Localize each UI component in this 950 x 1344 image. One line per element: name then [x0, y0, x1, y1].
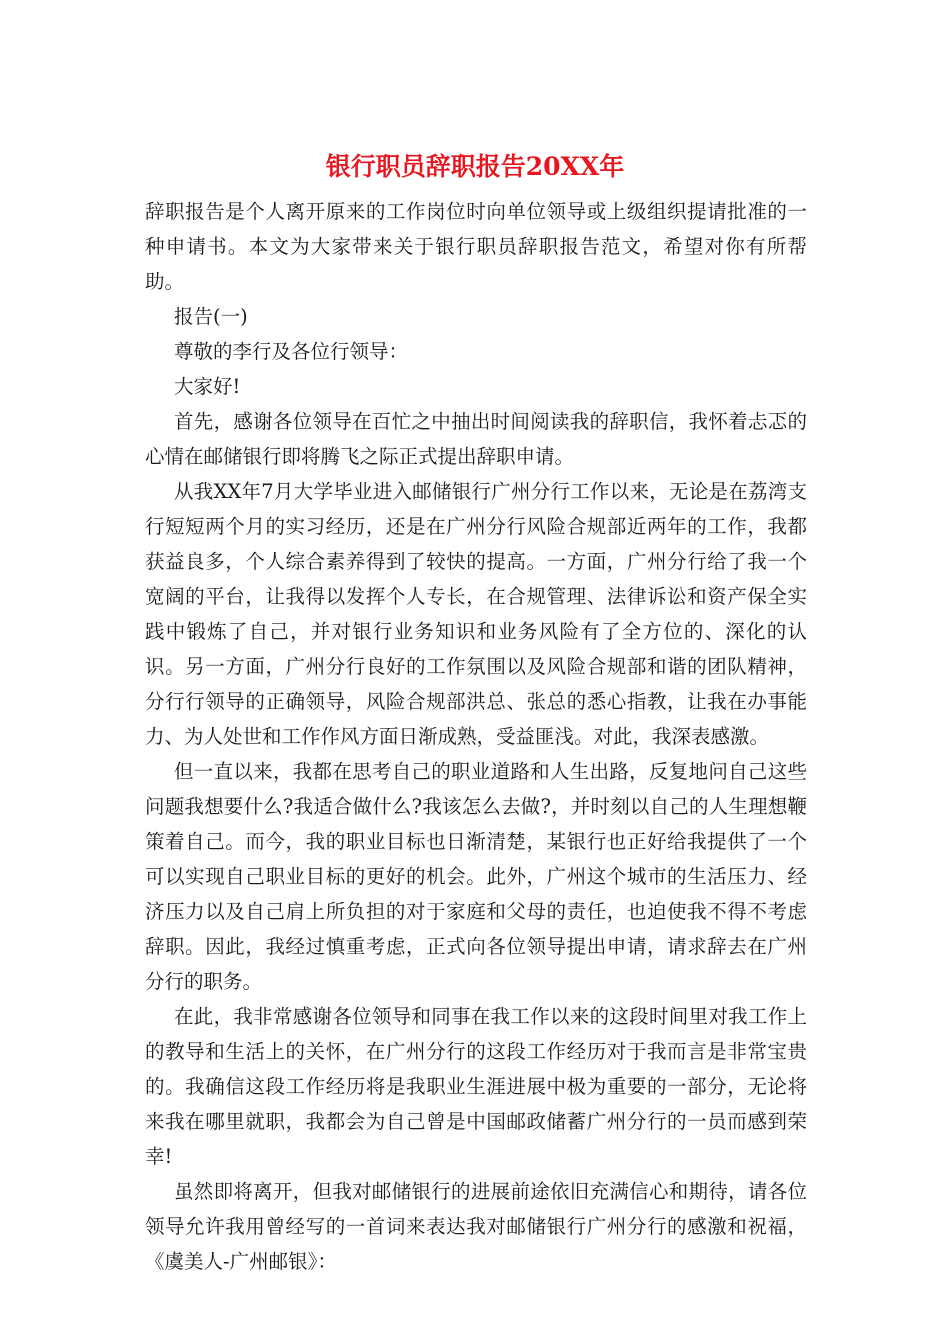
paragraph-body: 虽然即将离开，但我对邮储银行的进展前途依旧充满信心和期待，请各位领导允许我用曾经写的一首词来表达我对邮储银行广州分行的感激和祝福，《虞美人-广州邮银》：: [145, 1180, 807, 1273]
paragraph-body: 在此，我非常感谢各位领导和同事在我工作以来的这段时间里对我工作上的教导和生活上的关怀，在广州分行的这段工作经历对于我而言是非常宝贵的。我确信这段工作经历将是我职业生涯进展中极为重要的一部分，无论将来我在哪里就职，我都会为自己曾是中国邮政储蓄广州分行的一员而感到荣幸!: [145, 1005, 807, 1168]
paragraph-body: 首先，感谢各位领导在百忙之中抽出时间阅读我的辞职信，我怀着忐忑的心情在邮储银行即将腾飞之际正式提出辞职申请。: [145, 410, 807, 468]
paragraph-report-heading: 报告(一): [174, 305, 248, 328]
paragraph-body: 但一直以来，我都在思考自己的职业道路和人生出路，反复地问自己这些问题我想要什么?我适合做什么?我该怎么去做?，并时刻以自己的人生理想鞭策着自己。而今，我的职业目标也日渐清楚，某银行也正好给我提供了一个可以实现自己职业目标的更好的机会。此外，广州这个城市的生活压力、经济压力以及自己肩上所负担的对于家庭和父母的责任，也迫使我不得不考虑辞职。因此，我经过慎重考虑，正式向各位领导提出申请，请求辞去在广州分行的职务。: [145, 760, 807, 993]
document-body: [145, 194, 807, 1279]
paragraph-greeting: 大家好!: [174, 375, 241, 398]
paragraph-intro: 辞职报告是个人离开原来的工作岗位时向单位领导或上级组织提请批准的一种申请书。本文为大家带来关于银行职员辞职报告范文，希望对你有所帮助。: [145, 200, 807, 293]
paragraph-salutation: 尊敬的李行及各位行领导：: [174, 340, 409, 363]
paragraph-body: 从我XX年7月大学毕业进入邮储银行广州分行工作以来，无论是在荔湾支行短短两个月的实习经历，还是在广州分行风险合规部近两年的工作，我都获益良多，个人综合素养得到了较快的提高。一方面，广州分行给了我一个宽阔的平台，让我得以发挥个人专长，在合规管理、法律诉讼和资产保全实践中锻炼了自己，并对银行业务知识和业务风险有了全方位的、深化的认识。另一方面，广州分行良好的工作氛围以及风险合规部和谐的团队精神，分行行领导的正确领导，风险合规部洪总、张总的悉心指教，让我在办事能力、为人处世和工作作风方面日渐成熟，受益匪浅。对此，我深表感激。: [145, 480, 807, 748]
document-title: 银行职员辞职报告20XX年: [325, 152, 625, 181]
